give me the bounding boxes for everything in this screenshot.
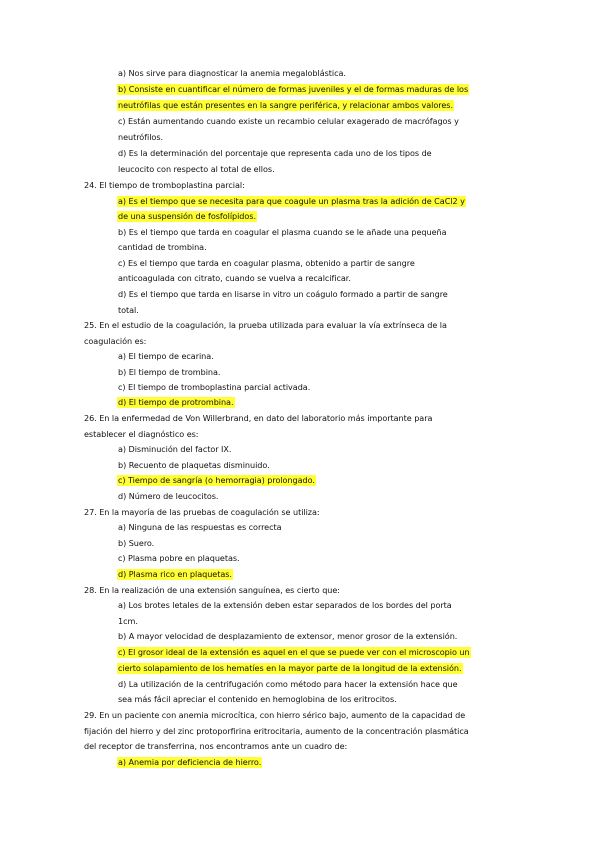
answer-27d: d) Plasma rico en plaquetas. [118,569,232,579]
answer-23a: a) Nos sirve para diagnosticar la anemia megaloblástica. [118,68,346,78]
answer-26a: a) Disminución del factor IX. [118,444,232,454]
answer-24d-line2: total. [118,305,139,315]
question-27: 27. En la mayoría de las pruebas de coagulación se utiliza: [84,507,320,517]
answer-24b-line1: b) Es el tiempo que tarda en coagular el plasma cuando se le añade una pequeña [118,227,447,237]
answer-24b-line2: cantidad de trombina. [118,242,207,252]
answer-28c-line1: c) El grosor ideal de la extensión es aquel en el que se puede ver con el microscopio un [118,647,470,657]
answer-25d: d) El tiempo de protrombina. [118,397,234,407]
answer-23d-line1: d) Es la determinación del porcentaje que representa cada uno de los tipos de [118,148,432,158]
question-26-line1: 26. En la enfermedad de Von Willerbrand, en dato del laboratorio más importante para [84,413,433,423]
question-29-line2: fijación del hierro y del zinc protoporfirina eritrocitaria, aumento de la concentración plasmática [84,726,469,736]
answer-23c-line2: neutrófilos. [118,132,164,142]
answer-28b: b) A mayor velocidad de desplazamiento de extensor, menor grosor de la extensión. [118,631,458,641]
question-29-line1: 29. En un paciente con anemia microcítica, con hierro sérico bajo, aumento de la capacidad de [84,710,466,720]
answer-25b: b) El tiempo de trombina. [118,367,221,377]
question-28: 28. En la realización de una extensión sanguínea, es cierto que: [84,585,340,595]
question-25-line2: coagulación es: [84,336,147,346]
answer-28c-line2: cierto solapamiento de los hematíes en la mayor parte de la longitud de la extensión. [118,663,462,673]
answer-27a: a) Ninguna de las respuestas es correcta [118,522,282,532]
answer-25a: a) El tiempo de ecarina. [118,351,214,361]
answer-28d-line1: d) La utilización de la centrifugación como método para hacer la extensión hace que [118,679,458,689]
answer-24a-line1: a) Es el tiempo que se necesita para que coagule un plasma tras la adición de CaCl2 y [118,196,465,206]
answer-28d-line2: sea más fácil apreciar el contenido en hemoglobina de los eritrocitos. [118,694,397,704]
question-29-line3: del receptor de transferrina, nos encontramos ante un cuadro de: [84,741,348,751]
answer-27b: b) Suero. [118,538,155,548]
answer-23d-line2: leucocito con respecto al total de ellos. [118,164,275,174]
answer-23c-line1: c) Están aumentando cuando existe un recambio celular exagerado de macrófagos y [118,116,459,126]
question-24: 24. El tiempo de tromboplastina parcial: [84,180,245,190]
answer-26c: c) Tiempo de sangría (o hemorragia) prolongado. [118,475,315,485]
question-25-line1: 25. En el estudio de la coagulación, la prueba utilizada para evaluar la vía extrínseca de la [84,320,447,330]
answer-24d-line1: d) Es el tiempo que tarda en lisarse in vitro un coágulo formado a partir de sangre [118,289,448,299]
answer-24c-line1: c) Es el tiempo que tarda en coagular plasma, obtenido a partir de sangre [118,258,415,268]
answer-26b: b) Recuento de plaquetas disminuido. [118,460,270,470]
answer-29a: a) Anemia por deficiencia de hierro. [118,757,262,767]
answer-28a-line1: a) Los brotes letales de la extensión deben estar separados de los bordes del porta [118,600,452,610]
answer-23b-line2: neutrófilas que están presentes en la sangre periférica, y relacionar ambos valores. [118,100,453,110]
answer-25c: c) El tiempo de tromboplastina parcial activada. [118,382,311,392]
answer-24c-line2: anticoagulada con citrato, cuando se vuelva a recalcificar. [118,273,351,283]
answer-23b-line1: b) Consiste en cuantificar el número de formas juveniles y el de formas maduras de los [118,84,469,94]
answer-27c: c) Plasma pobre en plaquetas. [118,553,240,563]
answer-28a-line2: 1cm. [118,616,138,626]
answer-24a-line2: de una suspensión de fosfolípidos. [118,211,256,221]
answer-26d: d) Número de leucocitos. [118,491,219,501]
question-26-line2: establecer el diagnóstico es: [84,429,199,439]
